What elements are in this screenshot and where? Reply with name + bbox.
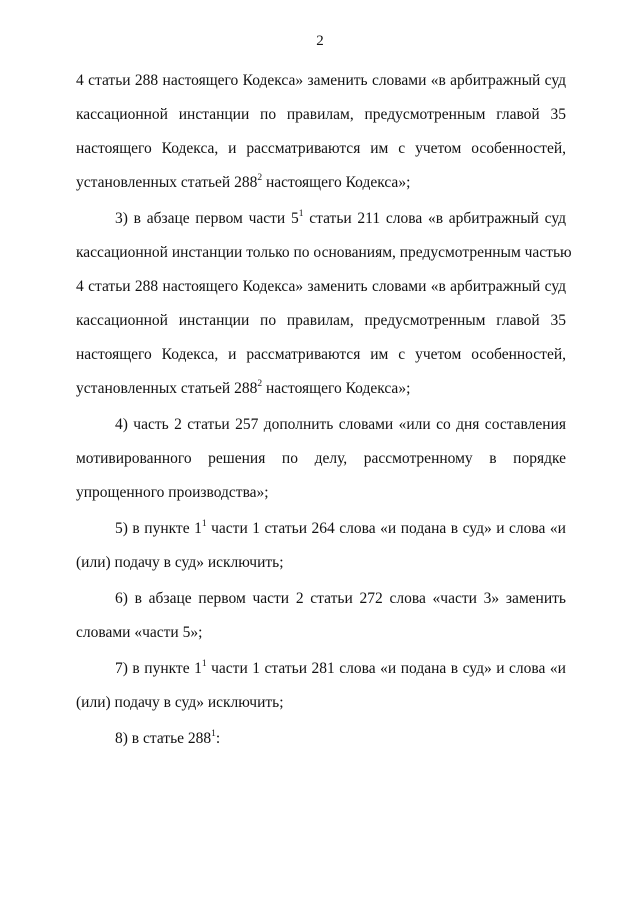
line-text: (или) подачу в суд» исключить;: [76, 554, 284, 571]
line-text: упрощенного производства»;: [76, 484, 269, 501]
paragraph-line: [76, 552, 566, 574]
line-text: 6) в абзаце первом части 2 статьи 272 слова «части 3» заменить: [115, 590, 566, 607]
paragraph-line: [76, 104, 566, 126]
line-text-before: 5) в пункте 1: [115, 520, 202, 537]
list-item-4-line: [115, 414, 566, 436]
line-text: 4) часть 2 статьи 257 дополнить словами «или со дня составления: [115, 416, 566, 433]
line-text-after: :: [215, 730, 221, 747]
line-text-after: настоящего Кодекса»;: [262, 174, 411, 191]
page-number: 2: [316, 33, 324, 49]
line-text-after: части 1 статьи 281 слова «и подана в суд» и слова «и: [206, 660, 566, 677]
paragraph-line: [76, 378, 566, 400]
paragraph-line: [76, 692, 566, 714]
paragraph-line: [76, 482, 566, 504]
line-text: кассационной инстанции по правилам, предусмотренным главой 35: [76, 312, 566, 329]
line-text: кассационной инстанции только по основаниям, предусмотренным частью: [76, 244, 572, 261]
line-text: словами «части 5»;: [76, 624, 203, 641]
paragraph-line: [76, 138, 566, 160]
paragraph-line: [76, 622, 566, 644]
list-item-8-line: [115, 728, 566, 750]
superscript: 1: [201, 518, 207, 529]
paragraph-line: [76, 172, 566, 194]
line-text: настоящего Кодекса, и рассматриваются им с учетом особенностей,: [76, 140, 566, 157]
superscript: 1: [211, 728, 216, 739]
paragraph-line: [76, 344, 566, 366]
line-text: мотивированного решения по делу, рассмотренному в порядке: [76, 450, 566, 467]
list-item-3-line: [115, 208, 566, 230]
line-text: 4 статьи 288 настоящего Кодекса» заменить словами «в арбитражный суд: [76, 278, 566, 295]
paragraph-line: [76, 70, 566, 92]
line-text: кассационной инстанции по правилам, предусмотренным главой 35: [76, 106, 566, 123]
list-item-5-line: [115, 518, 566, 540]
superscript: 1: [201, 658, 207, 669]
paragraph-line: [76, 276, 566, 298]
line-text-before: установленных статьей 288: [76, 174, 258, 191]
superscript: 2: [257, 172, 263, 183]
line-text: (или) подачу в суд» исключить;: [76, 694, 284, 711]
line-text-after: статьи 211 слова «в арбитражный суд: [303, 210, 566, 227]
superscript: 2: [257, 378, 263, 389]
line-text-before: 3) в абзаце первом части 5: [115, 210, 299, 227]
line-text-after: части 1 статьи 264 слова «и подана в суд» и слова «и: [206, 520, 566, 537]
superscript: 1: [298, 208, 304, 219]
line-text-after: настоящего Кодекса»;: [262, 380, 411, 397]
list-item-7-line: [115, 658, 566, 680]
line-text-before: установленных статьей 288: [76, 380, 258, 397]
line-text: настоящего Кодекса, и рассматриваются им с учетом особенностей,: [76, 346, 566, 363]
list-item-6-line: [115, 588, 566, 610]
paragraph-line: [76, 448, 566, 470]
line-text-before: 8) в статье 288: [115, 730, 212, 747]
paragraph-line: [76, 310, 566, 332]
line-text-before: 7) в пункте 1: [115, 660, 202, 677]
paragraph-line: [76, 242, 572, 264]
line-text: 4 статьи 288 настоящего Кодекса» заменить словами «в арбитражный суд: [76, 72, 566, 89]
